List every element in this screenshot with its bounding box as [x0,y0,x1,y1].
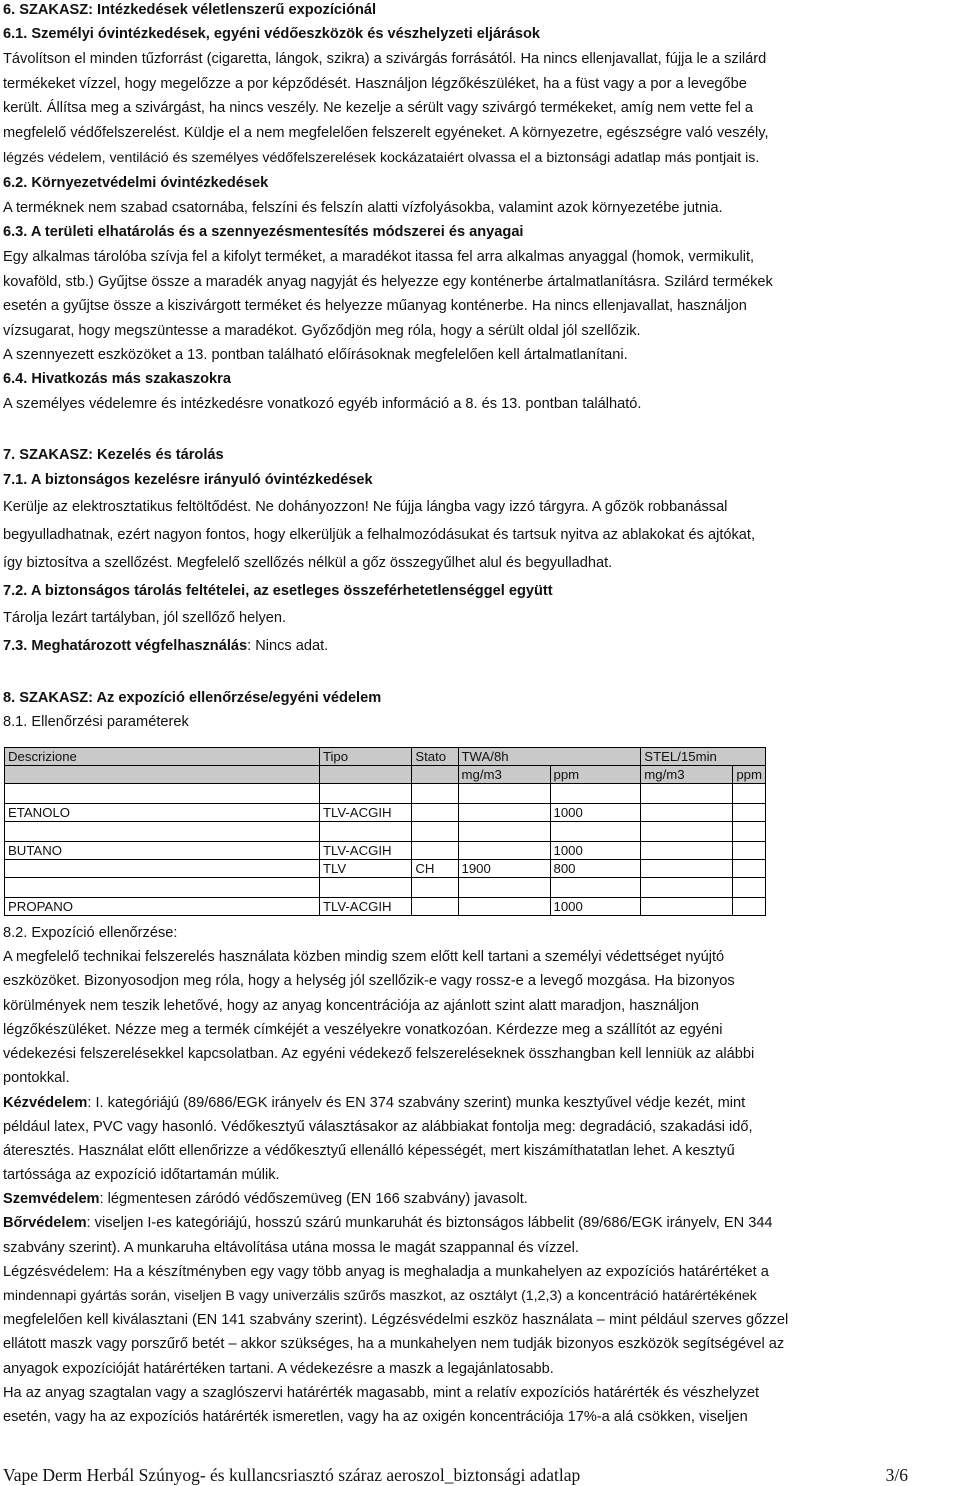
paragraph-line: pontokkal. [3,1070,70,1086]
skin-protection-line: Bőrvédelem: viseljen I-es kategóriájú, hosszú szárú munkaruhát és biztonságos lábbelit (89/686/EGK irányelv, EN 344 [3,1215,773,1231]
table-header-cell [412,766,458,784]
table-cell [5,860,320,878]
table-cell [733,804,766,822]
table-header-cell: mg/m3 [641,766,733,784]
paragraph-line: eszközöket. Bizonyosodjon meg róla, hogy a helység jól szellőzik-e vagy rossz-e a levegő mozgása. Ha bizonyos [3,973,735,989]
table-cell: TLV-ACGIH [319,804,411,822]
paragraph-line: légzőkészüléket. Nézze meg a termék címkéjét a veszélyekre vonatkozóan. Kérdezze meg a szállítót az egyéni [3,1022,723,1038]
table-header-cell: TWA/8h [458,748,641,766]
table-header-cell: ppm [550,766,641,784]
paragraph-line: megfelelő védőfelszerelést. Küldje el a nem megfelelően felszerelt egyéneket. A környezetre, egészségre való veszély, [3,125,769,141]
paragraph-line: légzés védelem, ventiláció és személyes védőfelszerelések kockázataiért olvassa el a biztonsági adatlap más pontjait is. [3,150,760,166]
table-header-cell: ppm [733,766,766,784]
table-row [5,860,766,878]
table-cell: 1000 [550,842,641,860]
paragraph-line: tartóssága az expozíció időtartamán múlik. [3,1167,280,1183]
table-header-cell: Stato [412,748,458,766]
section-8-1-heading: 8.1. Ellenőrzési paraméterek [3,714,189,730]
exposure-limits-table [4,747,766,916]
table-row [5,804,766,822]
table-cell [641,860,733,878]
paragraph-line: A szennyezett eszközöket a 13. pontban található előírásoknak megfelelően kell ártalmatlanítani. [3,347,628,363]
table-cell [412,898,458,916]
paragraph-line: Egy alkalmas tárolóba szívja fel a kifolyt terméket, a maradékot itassa fel arra alkalmas anyaggal (homok, vermikulit, [3,249,755,265]
paragraph-line: begyulladhatnak, ezért nagyon fontos, hogy elkerüljük a felhalmozódásukat és tartsuk nyitva az ablakokat és ajtókat, [3,527,756,543]
section-7-3-heading: 7.3. Meghatározott végfelhasználás: Nincs adat. [3,638,329,654]
table-cell: 1000 [550,804,641,822]
table-header-cell [5,766,320,784]
table-cell [641,898,733,916]
paragraph-line: ellátott maszk vagy porszűrő betét – akkor szükséges, ha a munkahelyen nem tudják bizonyos eszközök segítségével az [3,1336,785,1352]
table-spacer-row [5,822,766,842]
paragraph-line: Távolítson el minden tűzforrást (cigaretta, lángok, szikra) a szivárgás forrásától. Ha nincs ellenjavallat, fújja le a szilárd [3,51,767,67]
table-cell [412,842,458,860]
table-row [5,898,766,916]
table-cell [733,860,766,878]
paragraph-line: Kerülje az elektrosztatikus feltöltődést. Ne dohányozzon! Ne fújja lángba vagy izzó tárgyra. A gőzök robbanással [3,499,728,515]
table-cell: 1000 [550,898,641,916]
paragraph-line: kovaföld, stb.) Gyűjtse össze a maradék anyag nagyját és helyezze egy konténerbe ártalmatlanításra. Szilárd termékek [3,274,773,290]
table-cell [641,804,733,822]
table-cell: ETANOLO [5,804,320,822]
section-6-1-heading: 6.1. Személyi óvintézkedések, egyéni védőeszközök és vészhelyzeti eljárások [3,26,541,42]
paragraph-line: Tárolja lezárt tartályban, jól szellőző helyen. [3,610,287,626]
paragraph-line: védekezési felszerelésekkel kapcsolatban. Az egyéni védekező felszereléseknek összhangban kell lenniük az alábbi [3,1046,755,1062]
table-cell [412,804,458,822]
page-number: 3/6 [885,1465,908,1485]
table-cell [641,842,733,860]
table-cell: 1900 [458,860,550,878]
eye-protection-line: Szemvédelem: légmentesen záródó védőszemüveg (EN 166 szabvány) javasolt. [3,1191,528,1207]
paragraph-line: például latex, PVC vagy hasonló. Védőkesztyű választásakor az alábbiakat fontolja meg: degradáció, szakadási idő, [3,1119,753,1135]
table-row [5,842,766,860]
table-cell: PROPANO [5,898,320,916]
table-header-row [5,766,766,784]
table-spacer-row [5,878,766,898]
table-spacer-row [5,784,766,804]
section-6-2-heading: 6.2. Környezetvédelmi óvintézkedések [3,175,269,191]
paragraph-line: esetén, vagy ha az expozíciós határérték ismeretlen, vagy ha az oxigén koncentrációja 17%-a alá csökken, viseljen [3,1409,748,1425]
hand-protection-line: Kézvédelem: I. kategóriájú (89/686/EGK irányelv és EN 374 szabvány szerint) munka kesztyűvel védje kezét, mint [3,1095,746,1111]
section-6-heading: 6. SZAKASZ: Intézkedések véletlenszerű expozíciónál [3,2,377,18]
paragraph-line: így biztosítva a szellőzést. Megfelelő szellőzés nélkül a gőz összegyűlhet alul és begyulladhat. [3,555,613,571]
table-cell [733,842,766,860]
table-header-cell: STEL/15min [641,748,766,766]
paragraph-line: Ha az anyag szagtalan vagy a szaglószervi határérték magasabb, mint a relatív expozíciós határérték és vészhelyzet [3,1385,760,1401]
table-cell: TLV-ACGIH [319,898,411,916]
table-header-row [5,748,766,766]
section-7-2-heading: 7.2. A biztonságos tárolás feltételei, az esetleges összeférhetetlenséggel együtt [3,583,553,599]
paragraph-line: vízsugarat, hogy megszüntesse a maradékot. Győződjön meg róla, hogy a sérült oldal jól szellőzik. [3,323,641,339]
footer-title: Vape Derm Herbál Szúnyog- és kullancsriasztó száraz aeroszol_biztonsági adatlap [3,1465,581,1485]
respiratory-protection-line: Légzésvédelem: Ha a készítményben egy vagy több anyag is meghaladja a munkahelyen az expozíciós határértéket a [3,1264,769,1280]
table-cell: CH [412,860,458,878]
paragraph-line: A személyes védelemre és intézkedésre vonatkozó egyéb információ a 8. és 13. pontban található. [3,396,642,412]
section-7-heading: 7. SZAKASZ: Kezelés és tárolás [3,447,224,463]
table-cell [458,804,550,822]
paragraph-line: A terméknek nem szabad csatornába, felszíni és felszín alatti vízfolyásokba, valamint azok környezetébe jutnia. [3,200,723,216]
table-cell [458,842,550,860]
table-cell: BUTANO [5,842,320,860]
table-cell: TLV [319,860,411,878]
paragraph-line: körülmények nem teszik lehetővé, hogy az anyag koncentrációja az ajánlott szint alatt maradjon, használjon [3,998,700,1014]
section-7-1-heading: 7.1. A biztonságos kezelésre irányuló óvintézkedések [3,472,373,488]
page-footer [3,1465,908,1486]
paragraph-line: szabvány szerint). A munkaruha eltávolítása utána mossa le magát szappannal és vízzel. [3,1240,579,1256]
table-header-cell: mg/m3 [458,766,550,784]
paragraph-line: A megfelelő technikai felszerelés használata közben mindig szem előtt kell tartani a személyi védettséget nyújtó [3,949,725,965]
paragraph-line: esetén a gyűjtse össze a kiszivárgott terméket és helyezze műanyag konténerbe. Ha nincs ellenjavallat, használjon [3,298,747,314]
paragraph-line: termékeket vízzel, hogy megelőzze a por képződését. Használjon légzőkészüléket, ha a füst vagy a por a levegőbe [3,76,747,92]
paragraph-line: megfelelően kell kiválasztani (EN 141 szabvány szerint). Légzésvédelmi eszköz használata – mint például szerves gőzzel [3,1312,789,1328]
paragraph-line: mindennapi gyártás során, viseljen B vagy univerzális szűrős maszkot, az osztályt (1,2,3) a koncentráció határértékének [3,1288,757,1304]
section-8-heading: 8. SZAKASZ: Az expozíció ellenőrzése/egyéni védelem [3,690,382,706]
section-6-4-heading: 6.4. Hivatkozás más szakaszokra [3,371,231,387]
table-cell: 800 [550,860,641,878]
table-header-cell: Descrizione [5,748,320,766]
section-8-2-heading: 8.2. Expozíció ellenőrzése: [3,925,178,941]
table-cell: TLV-ACGIH [319,842,411,860]
paragraph-line: került. Állítsa meg a szivárgást, ha nincs veszély. Ne kezelje a sérült vagy szivárgó termékeket, amíg nem vette fel a [3,100,754,116]
table-cell [458,898,550,916]
table-header-cell [319,766,411,784]
paragraph-line: anyagok expozícióját határértéken tartani. A védekezésre a maszk a legajánlatosabb. [3,1361,554,1377]
paragraph-line: áteresztés. Használat előtt ellenőrizze a védőkesztyű ellenálló képességét, mert kiszámíthatatlan lehet. A kesztyű [3,1143,735,1159]
table-header-cell: Tipo [319,748,411,766]
section-6-3-heading: 6.3. A területi elhatárolás és a szennyezésmentesítés módszerei és anyagai [3,224,524,240]
table-cell [733,898,766,916]
